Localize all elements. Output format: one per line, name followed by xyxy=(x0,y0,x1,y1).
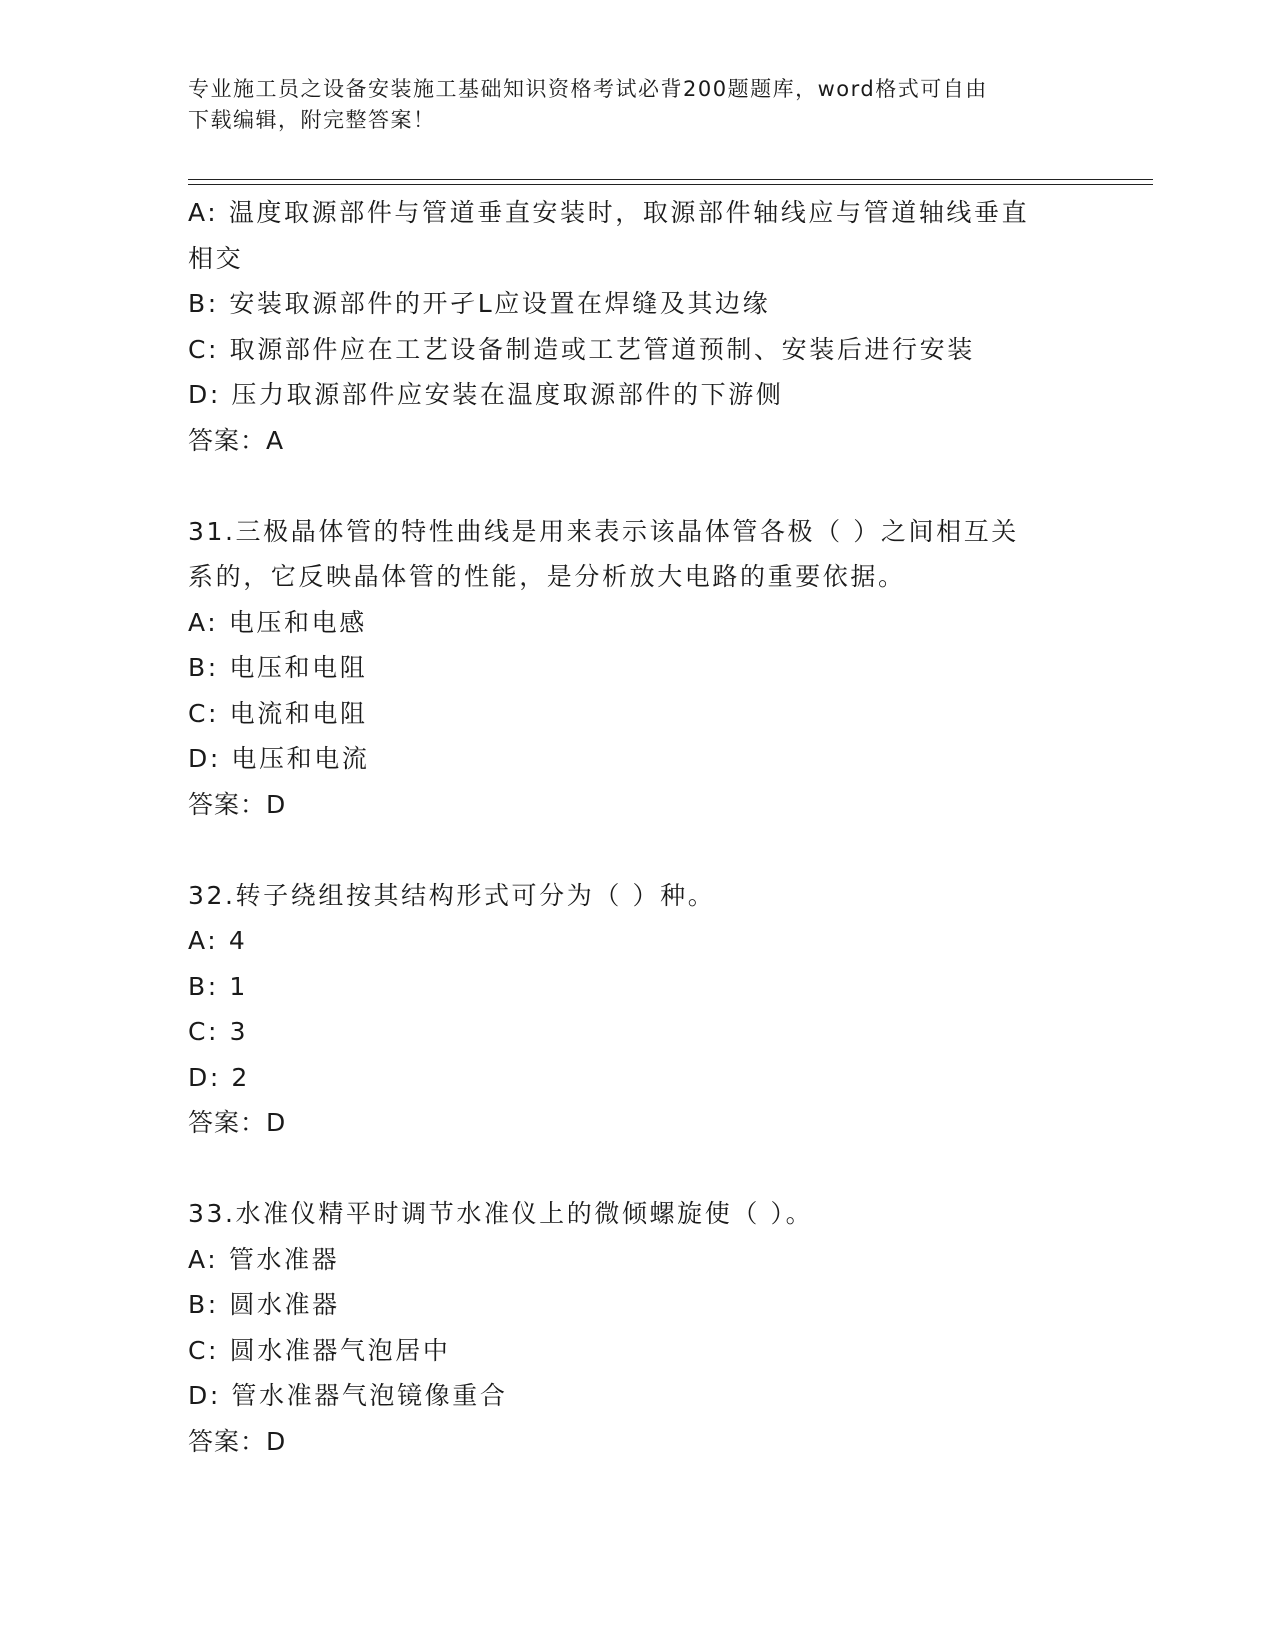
answer: 答案：D xyxy=(188,1108,287,1137)
question-text-continued: 系的，它反映晶体管的性能，是分析放大电路的重要依据。 xyxy=(188,562,906,591)
question-text: 33.水准仪精平时调节水准仪上的微倾螺旋使（ ）。 xyxy=(188,1199,814,1228)
question-32 xyxy=(188,873,1088,1146)
option-b: B: 1 xyxy=(188,971,248,1001)
question-33 xyxy=(188,1191,1088,1464)
option-a-continued: 相交 xyxy=(188,243,244,273)
header-title-line-2: 下载编辑，附完整答案！ xyxy=(188,108,436,132)
option-a: A: 管水准器 xyxy=(188,1244,340,1274)
option-d: D: 电压和电流 xyxy=(188,744,370,773)
header-divider-top xyxy=(188,179,1153,180)
option-c: C: 3 xyxy=(188,1017,249,1046)
option-a: A: 4 xyxy=(188,926,248,955)
option-b: B: 圆水准器 xyxy=(188,1290,340,1319)
option-c: C: 取源部件应在工艺设备制造或工艺管道预制、安装后进行安装 xyxy=(188,334,975,364)
option-a: A: 温度取源部件与管道垂直安装时，取源部件轴线应与管道轴线垂直 xyxy=(188,198,1030,227)
question-text: 31.三极晶体管的特性曲线是用来表示该晶体管各极（ ）之间相互关 xyxy=(188,516,1019,546)
question-31 xyxy=(188,509,1088,828)
option-d: D: 压力取源部件应安装在温度取源部件的下游侧 xyxy=(188,380,784,409)
spacer xyxy=(188,827,1088,873)
header-title-line-1: 专业施工员之设备安装施工基础知识资格考试必背200题题库，word格式可自由 xyxy=(188,77,988,101)
option-d: D: 2 xyxy=(188,1062,250,1092)
option-c: C: 圆水准器气泡居中 xyxy=(188,1335,451,1365)
question-30 xyxy=(188,190,1088,463)
question-text: 32.转子绕组按其结构形式可分为（ ）种。 xyxy=(188,880,716,910)
option-b: B: 电压和电阻 xyxy=(188,653,368,682)
spacer xyxy=(188,1146,1088,1192)
answer: 答案：D xyxy=(188,1426,287,1456)
header-divider-bottom xyxy=(188,184,1153,185)
option-d: D: 管水准器气泡镜像重合 xyxy=(188,1381,508,1410)
option-c: C: 电流和电阻 xyxy=(188,698,368,728)
spacer xyxy=(188,463,1088,509)
answer: 答案：D xyxy=(188,789,287,819)
option-a: A: 电压和电感 xyxy=(188,607,367,637)
question-list xyxy=(188,190,1088,1464)
option-b: B: 安装取源部件的开孑L应设置在焊缝及其边缘 xyxy=(188,289,771,318)
answer: 答案：A xyxy=(188,425,285,455)
document-header xyxy=(188,74,1088,136)
